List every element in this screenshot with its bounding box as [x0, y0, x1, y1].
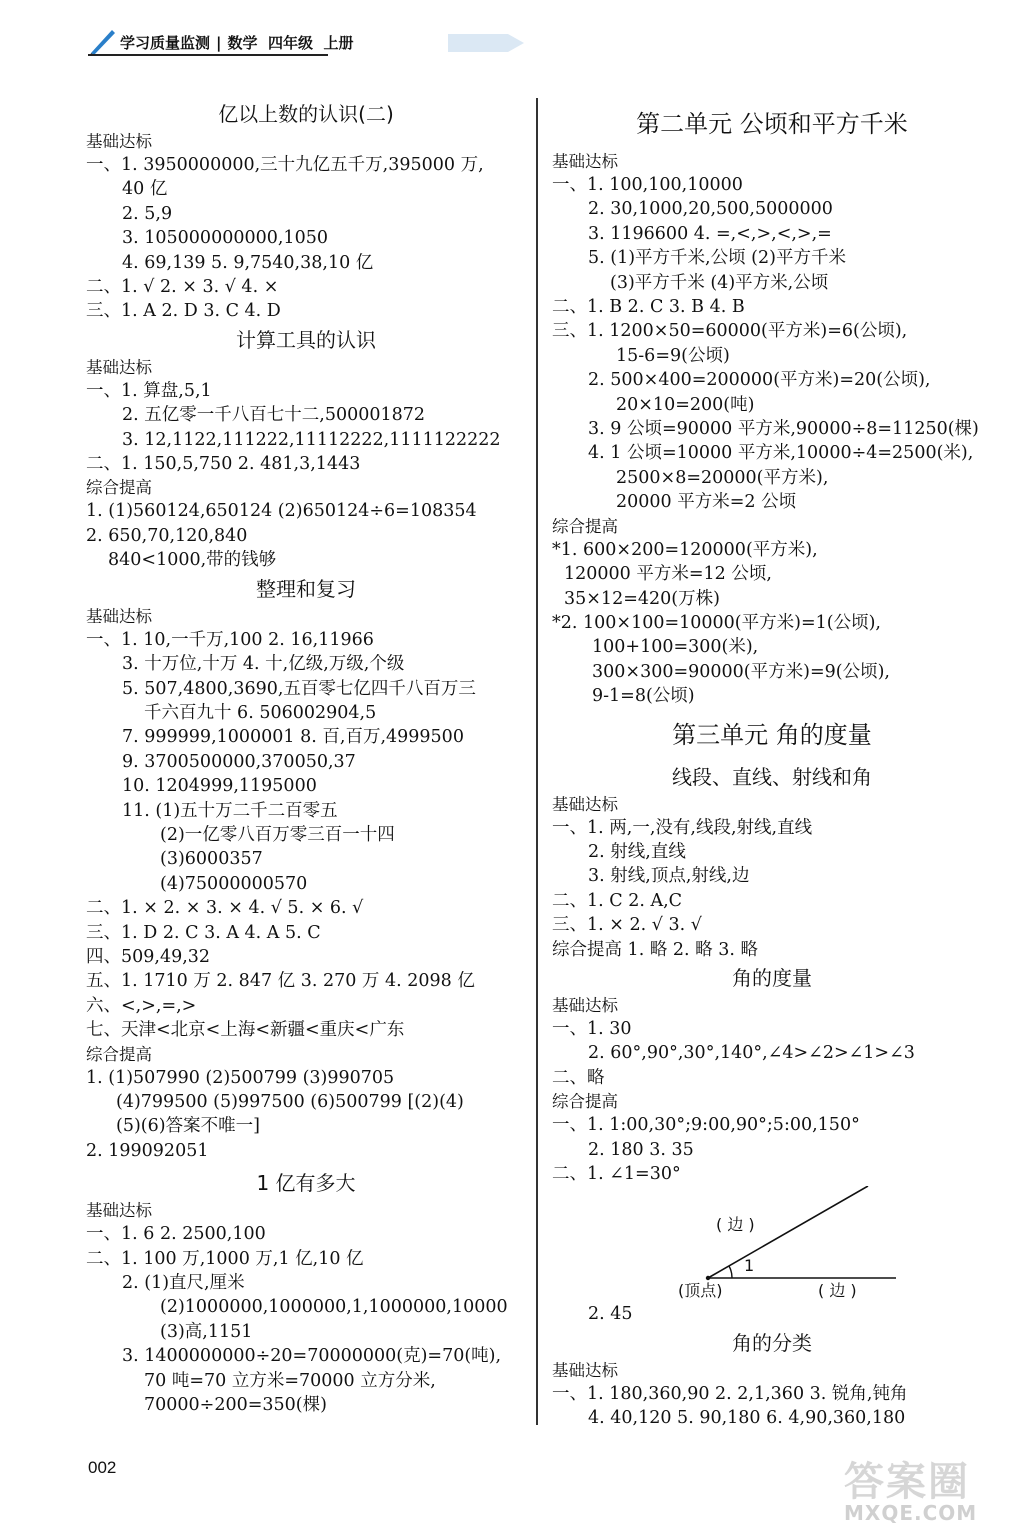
subsection-label: 基础达标: [86, 606, 152, 626]
answer-line: 一、1. 180,360,90 2. 2,1,360 3. 锐角,钝角: [552, 1383, 908, 1404]
answer-line: 2. 180 3. 35: [588, 1139, 694, 1160]
answer-line: 15-6=9(公顷): [616, 345, 730, 366]
left-column: [86, 98, 526, 1417]
answer-line: 4. 69,139 5. 9,7540,38,10 亿: [122, 252, 374, 273]
answer-line: (4)799500 (5)997500 (6)500799 [(2)(4): [116, 1092, 464, 1112]
answer-line: (5)(6)答案不唯一]: [116, 1116, 260, 1137]
grade: 四年级: [267, 34, 313, 52]
answer-line: (4)75000000570: [160, 873, 308, 894]
section-title: 计算工具的认识: [236, 327, 376, 352]
answer-line: 300×300=90000(平方米)=9(公顷),: [592, 661, 890, 682]
volume: 上册: [323, 34, 354, 52]
section-title: 角的度量: [732, 965, 812, 990]
answer-line: 5. (1)平方千米,公顷 (2)平方千米: [588, 248, 846, 269]
answer-line: 一、1. 100,100,10000: [552, 175, 743, 195]
answer-line: 一、1. 两,一,没有,线段,射线,直线: [552, 817, 813, 838]
answer-line: 千六百九十 6. 506002904,5: [144, 702, 377, 723]
answer-line: 七、天津<北京<上海<新疆<重庆<广东: [86, 1020, 405, 1041]
subsection-label: 基础达标: [552, 995, 618, 1015]
answer-line: 3. 射线,顶点,射线,边: [588, 866, 750, 887]
answer-line: 2. (1)直尺,厘米: [122, 1273, 245, 1294]
subsection-label: 基础达标: [86, 357, 152, 377]
subsection-label: 基础达标: [552, 1360, 618, 1380]
answer-line: 三、1. A 2. D 3. C 4. D: [86, 301, 281, 322]
answer-line: 3. 1400000000÷20=70000000(克)=70(吨),: [122, 1346, 502, 1367]
arrow-decoration-icon: [448, 30, 528, 56]
header-text: 学习质量监测 | 数学 四年级 上册: [120, 34, 354, 52]
answer-line: 1. (1)507990 (2)500799 (3)990705: [86, 1067, 395, 1088]
answer-line: (2)1000000,1000000,1,1000000,10000: [160, 1297, 508, 1318]
answer-line: 三、1. × 2. √ 3. √: [552, 915, 702, 936]
answer-line: 二、1. ∠1=30°: [552, 1164, 681, 1184]
answer-line: 二、1. × 2. × 3. × 4. √ 5. × 6. √: [86, 898, 364, 919]
book-title: 学习质量监测: [120, 34, 211, 52]
answer-line: 3. 105000000000,1050: [122, 228, 328, 249]
answer-line: 一、1. 1:00,30°;9:00,90°;5:00,150°: [552, 1115, 860, 1136]
answer-line: 2. 射线,直线: [588, 841, 686, 862]
answer-line: 3. 十万位,十万 4. 十,亿级,万级,个级: [122, 654, 405, 675]
subsection-label: 基础达标: [86, 1201, 152, 1221]
answer-line: 3. 12,1122,111222,11112222,1111122222: [122, 429, 501, 450]
answer-line: (2)一亿零八百万零三百一十四: [160, 824, 395, 845]
answer-line: 一、1. 6 2. 2500,100: [86, 1224, 266, 1245]
answer-line: 二、1. 150,5,750 2. 481,3,1443: [86, 454, 361, 475]
answer-line: 35×12=420(万株): [564, 588, 720, 609]
answer-line: 2. 5,9: [122, 203, 173, 224]
right-column: [552, 98, 992, 1431]
answer-line: 二、1. C 2. A,C: [552, 890, 683, 911]
section-title: 亿以上数的认识(二): [218, 102, 394, 126]
answer-line: (3)平方千米 (4)平方米,公顷: [610, 272, 829, 293]
angle-label: 1: [744, 1256, 755, 1276]
answer-line: 2. 45: [588, 1304, 633, 1325]
answer-line: 2. 199092051: [86, 1140, 209, 1161]
answer-line: 一、1. 3950000000,三十九亿五千万,395000 万,: [86, 155, 484, 175]
answer-line: 2. 650,70,120,840: [86, 525, 248, 546]
vertex-label: (顶点): [678, 1281, 723, 1301]
watermark-logo: 答案圈: [844, 1459, 970, 1505]
answer-line: 20000 平方米=2 公顷: [616, 492, 797, 513]
answer-line: 100+100=300(米),: [592, 637, 759, 658]
answer-line: 二、1. B 2. C 3. B 4. B: [552, 297, 745, 318]
answer-line: 五、1. 1710 万 2. 847 亿 3. 270 万 4. 2098 亿: [86, 971, 475, 992]
answer-line: 四、509,49,32: [86, 946, 211, 967]
answer-line: 3. 9 公顷=90000 平方米,90000÷8=11250(棵): [588, 419, 979, 440]
answer-line: 一、1. 30: [552, 1018, 632, 1039]
answer-line: 40 亿: [122, 179, 168, 200]
answer-line: (3)6000357: [160, 849, 263, 870]
answer-line: *1. 600×200=120000(平方米),: [552, 539, 818, 560]
section-title: 1 亿有多大: [256, 1171, 356, 1196]
pen-icon: [88, 26, 118, 56]
header-underline: [88, 54, 328, 56]
answer-line: 3. 1196600 4. =,<,>,<,>,=: [588, 223, 832, 244]
answer-line: 一、1. 算盘,5,1: [86, 380, 212, 401]
answer-line: 20×10=200(吨): [616, 394, 755, 415]
answer-line: 2. 30,1000,20,500,5000000: [588, 199, 833, 220]
edge-label-bottom: ( 边 ): [818, 1281, 857, 1301]
angle-arc: [729, 1266, 732, 1278]
unit-title: 第三单元 角的度量: [672, 720, 872, 749]
unit-title: 第二单元 公顷和平方千米: [636, 110, 908, 138]
answer-line: 11. (1)五十万二千二百零五: [122, 800, 338, 821]
watermark: [844, 1450, 1014, 1530]
subsection-label: 基础达标: [552, 152, 618, 171]
answer-line: 2. 500×400=200000(平方米)=20(公顷),: [588, 370, 931, 391]
answer-line: 二、略: [552, 1067, 605, 1088]
column-divider: [536, 98, 538, 1425]
answer-line: 9. 3700500000,370050,37: [122, 751, 356, 772]
subject: 数学: [227, 34, 258, 52]
edge-label-top: ( 边 ): [716, 1215, 755, 1235]
page-header: [88, 26, 488, 60]
answer-line: 2. 五亿零一千八百七十二,500001872: [122, 405, 426, 426]
subsection-label: 综合提高: [86, 478, 152, 498]
answer-line: (3)高,1151: [160, 1321, 253, 1342]
answer-line: 840<1000,带的钱够: [108, 550, 277, 571]
answer-line: 二、1. √ 2. × 3. √ 4. ×: [86, 277, 279, 298]
answer-line: 六、<,>,=,>: [86, 995, 197, 1016]
answer-line: 三、1. D 2. C 3. A 4. A 5. C: [86, 922, 321, 943]
section-title: 角的分类: [732, 1330, 812, 1355]
angle-diagram: [552, 1186, 992, 1296]
answer-line: 2. 60°,90°,30°,140°,∠4>∠2>∠1>∠3: [588, 1043, 915, 1064]
answer-line: 10. 1204999,1195000: [122, 776, 317, 797]
subsection-label: 基础达标: [552, 794, 618, 814]
subsection-label: 综合提高: [86, 1044, 152, 1064]
angle-figure: [552, 1186, 992, 1301]
subsection-label: 基础达标: [86, 132, 152, 151]
section-title: 线段、直线、射线和角: [672, 764, 872, 789]
answer-line: *2. 100×100=10000(平方米)=1(公顷),: [552, 612, 881, 633]
subsection-label: 综合提高: [552, 1092, 618, 1112]
answer-line: 一、1. 10,一千万,100 2. 16,11966: [86, 629, 374, 650]
answer-line: 二、1. 100 万,1000 万,1 亿,10 亿: [86, 1248, 364, 1269]
subsection-label: 综合提高: [552, 516, 618, 536]
answer-line: 1. (1)560124,650124 (2)650124÷6=108354: [86, 501, 477, 522]
answer-line: 2500×8=20000(平方米),: [616, 467, 829, 488]
answer-line: 4. 1 公顷=10000 平方米,10000÷4=2500(米),: [588, 443, 974, 464]
answer-line: 综合提高 1. 略 2. 略 3. 略: [552, 939, 758, 960]
answer-line: 9-1=8(公顷): [592, 686, 695, 707]
answer-line: 70000÷200=350(棵): [144, 1395, 327, 1416]
answer-line: 70 吨=70 立方米=70000 立方分米,: [144, 1370, 436, 1391]
section-title: 整理和复习: [256, 576, 356, 601]
watermark-url: MXQE.COM: [844, 1501, 978, 1525]
answer-line: 120000 平方米=12 公顷,: [564, 564, 772, 585]
answer-line: 7. 999999,1000001 8. 百,百万,4999500: [122, 727, 464, 748]
answer-line: 5. 507,4800,3690,五百零七亿四千八百万三: [122, 678, 476, 699]
answer-line: 三、1. 1200×50=60000(平方米)=6(公顷),: [552, 321, 908, 342]
answer-line: 4. 40,120 5. 90,180 6. 4,90,360,180: [588, 1408, 906, 1429]
page-number: 002: [88, 1458, 117, 1477]
